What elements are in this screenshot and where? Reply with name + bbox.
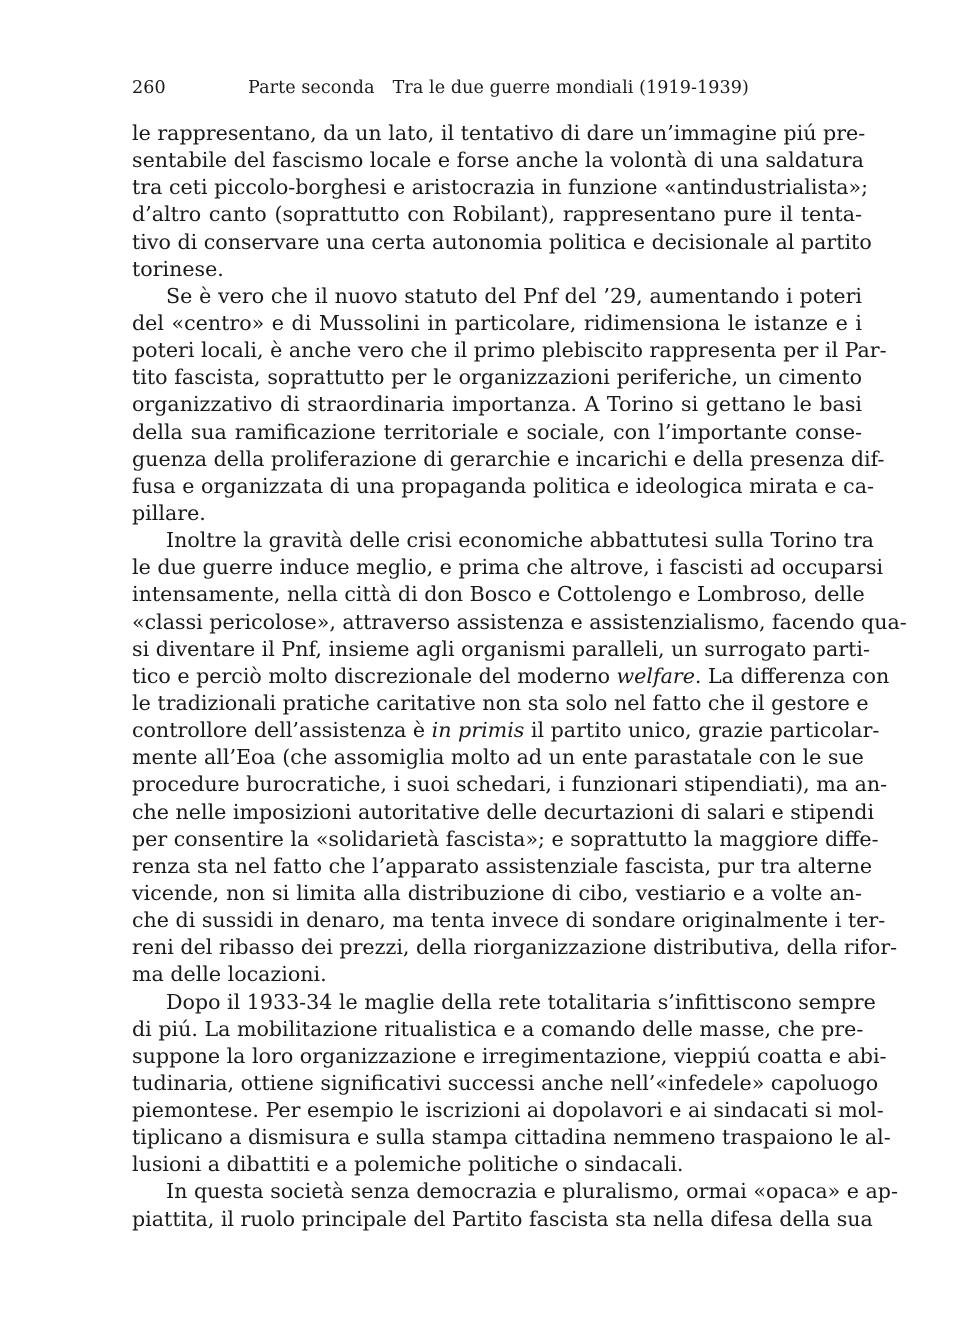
text-line: mente all’Eoa (che assomiglia molto ad un ente parastatale con le sue [132,745,864,770]
text-line: della sua ramificazione territoriale e sociale, con l’importante conse- [132,419,862,444]
text-line: In questa società senza democrazia e pluralismo, ormai «opaca» e ap- [166,1179,898,1204]
text-line: renza sta nel fatto che l’apparato assistenziale fascista, pur tra alterne [132,853,873,878]
text-line: vicende, non si limita alla distribuzione di cibo, vestiario e a volte an- [132,880,862,905]
text-line: guenza della proliferazione di gerarchie e incarichi e della presenza dif- [132,446,885,471]
paragraph [132,1178,898,1232]
text-line: torinese. [132,256,224,281]
text-line: tiplicano a dismisura e sulla stampa cittadina nemmeno traspaiono le al- [132,1125,891,1150]
paragraph [132,989,891,1179]
text-line: d’altro canto (soprattutto con Robilant), rappresentano pure il tenta- [132,202,862,227]
text-line: le rappresentano, da un lato, il tentativo di dare un’immagine piú pre- [132,121,866,145]
text-line: tito fascista, soprattutto per le organizzazioni periferiche, un cimento [132,365,862,390]
text-line: tudinaria, ottiene significativi successi anche nell’«infedele» capoluogo [132,1070,879,1095]
text-line: organizzativo di straordinaria importanza. A Torino si gettano le basi [132,392,862,417]
text-line: piemontese. Per esempio le iscrizioni ai dopolavori e ai sindacati si mol- [132,1098,884,1123]
text-line: procedure burocratiche, i suoi schedari, i funzionari stipendiati), ma an- [132,772,888,797]
text-line: le tradizionali pratiche caritative non sta solo nel fatto che il gestore e [132,690,869,715]
text-line: tico e perciò molto discrezionale del moderno welfare. La differenza con [132,663,890,688]
text-line: per consentire la «solidarietà fascista»; e soprattutto la maggiore diffe- [132,826,879,851]
header-title: Tra le due guerre mondiali (1919-1939) [392,78,749,98]
page-number: 260 [132,78,166,98]
text-line: che nelle imposizioni autoritative delle decurtazioni di salari e stipendi [132,799,875,824]
paragraph [132,527,907,988]
paragraph [132,283,887,527]
text-line: poteri locali, è anche vero che il primo plebiscito rappresenta per il Par- [132,338,887,363]
text-line: controllore dell’assistenza è in primis il partito unico, grazie particolar- [132,718,880,743]
running-header [132,76,832,100]
text-line: fusa e organizzata di una propaganda politica e ideologica mirata e ca- [132,473,874,498]
text-line: reni del ribasso dei prezzi, della riorganizzazione distributiva, della rifor- [132,935,898,960]
text-line: tra ceti piccolo-borghesi e aristocrazia in funzione «antindustrialista»; [132,175,869,200]
text-line: del «centro» e di Mussolini in particolare, ridimensiona le istanze e i [132,310,862,335]
paragraph [132,120,872,283]
text-line: sentabile del fascismo locale e forse anche la volontà di una saldatura [132,148,864,173]
text-line: «classi pericolose», attraverso assistenza e assistenzialismo, facendo qua- [132,609,907,634]
text-line: tivo di conservare una certa autonomia politica e decisionale al partito [132,229,872,254]
text-line: ma delle locazioni. [132,962,327,987]
header-part: Parte seconda [248,78,375,98]
text-line: pillare. [132,500,206,525]
text-line: Dopo il 1933-34 le maglie della rete totalitaria s’infittiscono sempre [166,989,876,1014]
text-line: Inoltre la gravità delle crisi economiche abbattutesi sulla Torino tra [166,528,874,553]
text-line: le due guerre induce meglio, e prima che altrove, i fascisti ad occuparsi [132,555,884,580]
text-line: suppone la loro organizzazione e irregimentazione, vieppiú coatta e abi- [132,1043,887,1068]
text-line: lusioni a dibattiti e a polemiche politiche o sindacali. [132,1152,684,1177]
text-line: piattita, il ruolo principale del Partito fascista sta nella difesa della sua [132,1206,873,1231]
text-line: di piú. La mobilitazione ritualistica e a comando delle masse, che pre- [132,1016,864,1041]
body-text [132,120,907,1233]
text-line: Se è vero che il nuovo statuto del Pnf del ’29, aumentando i poteri [166,283,862,308]
text-line: si diventare il Pnf, insieme agli organismi paralleli, un surrogato parti- [132,636,870,661]
text-line: intensamente, nella città di don Bosco e Cottolengo e Lombroso, delle [132,582,865,607]
text-line: che di sussidi in denaro, ma tenta invece di sondare originalmente i ter- [132,908,886,933]
